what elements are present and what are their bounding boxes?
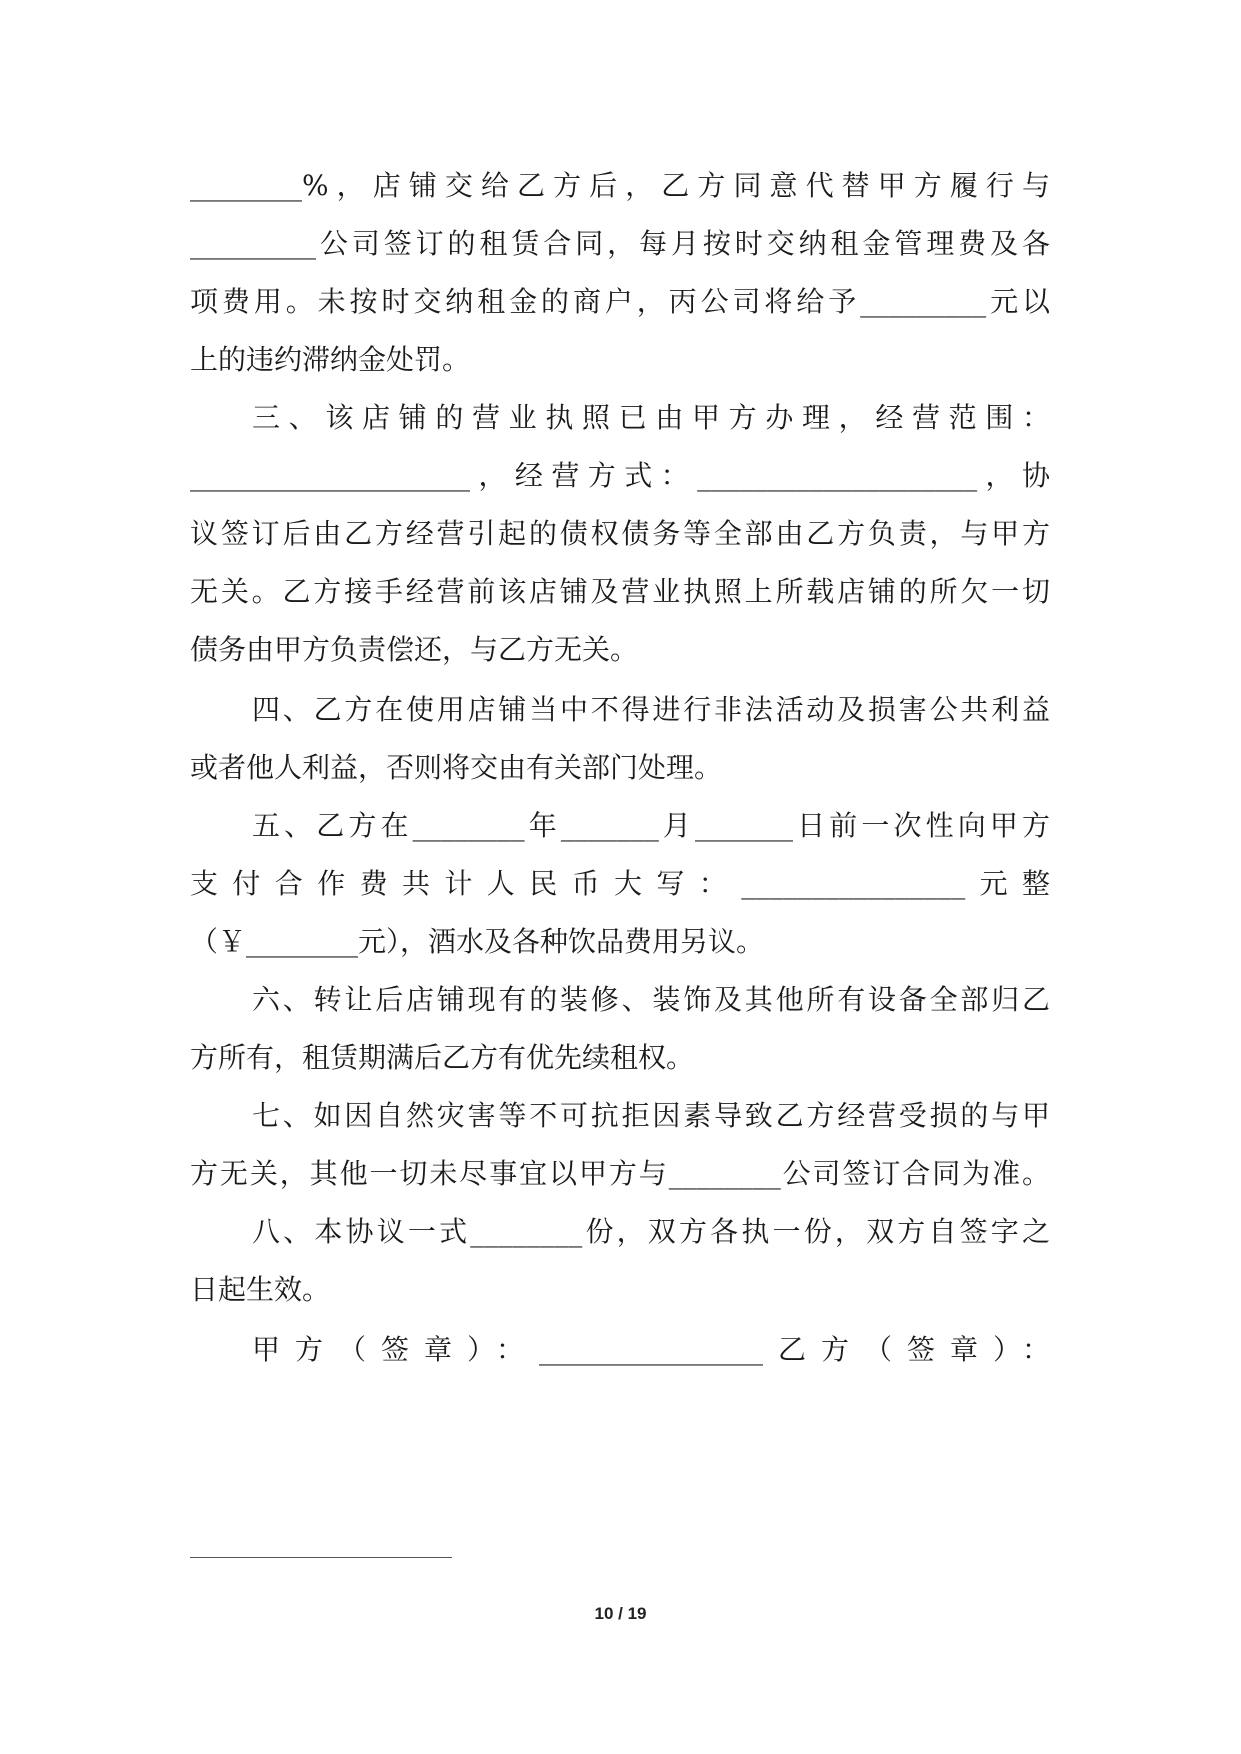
text-line: （￥________元），酒水及各种饮品费用另议。 bbox=[190, 925, 765, 958]
text-line: 日起生效。 bbox=[190, 1273, 331, 1306]
signature-line: 甲方（签章）：________________乙方（签章）： bbox=[252, 1333, 1050, 1366]
text-line: 或者他人利益，否则将交由有关部门处理。 bbox=[190, 751, 723, 784]
clause-seven-heading: 七、如因自然灾害等不可抗拒因素导致乙方经营受损的与甲 bbox=[252, 1099, 1050, 1132]
signature-blank-rule bbox=[190, 1557, 452, 1558]
text-line: ________%，店铺交给乙方后，乙方同意代替甲方履行与 bbox=[190, 169, 1050, 202]
text-line: _________公司签订的租赁合同，每月按时交纳租金管理费及各 bbox=[190, 227, 1050, 260]
text-line: ____________________，经营方式：____________________，协 bbox=[190, 459, 1050, 492]
clause-four-heading: 四、乙方在使用店铺当中不得进行非法活动及损害公共利益 bbox=[252, 693, 1050, 726]
clause-six-heading: 六、转让后店铺现有的装修、装饰及其他所有设备全部归乙 bbox=[252, 983, 1050, 1016]
clause-five-heading: 五、乙方在________年_______月_______日前一次性向甲方 bbox=[252, 809, 1050, 842]
page-number: 10 / 19 bbox=[594, 1604, 647, 1623]
text-line: 方所有，租赁期满后乙方有优先续租权。 bbox=[190, 1041, 695, 1074]
text-line: 无关。乙方接手经营前该店铺及营业执照上所载店铺的所欠一切 bbox=[190, 575, 1050, 608]
text-line: 上的违约滞纳金处罚。 bbox=[190, 343, 471, 376]
text-line: 支付合作费共计人民币大写：________________元整 bbox=[190, 867, 1050, 900]
text-line: 债务由甲方负责偿还，与乙方无关。 bbox=[190, 633, 639, 666]
text-line: 项费用。未按时交纳租金的商户，丙公司将给予_________元以 bbox=[190, 285, 1050, 318]
text-line: 议签订后由乙方经营引起的债权债务等全部由乙方负责，与甲方 bbox=[190, 517, 1050, 550]
clause-three-heading: 三、该店铺的营业执照已由甲方办理，经营范围： bbox=[252, 401, 1050, 434]
text-line: 方无关，其他一切未尽事宜以甲方与________公司签订合同为准。 bbox=[190, 1157, 1050, 1190]
clause-eight-heading: 八、本协议一式________份，双方各执一份，双方自签字之 bbox=[252, 1215, 1050, 1248]
